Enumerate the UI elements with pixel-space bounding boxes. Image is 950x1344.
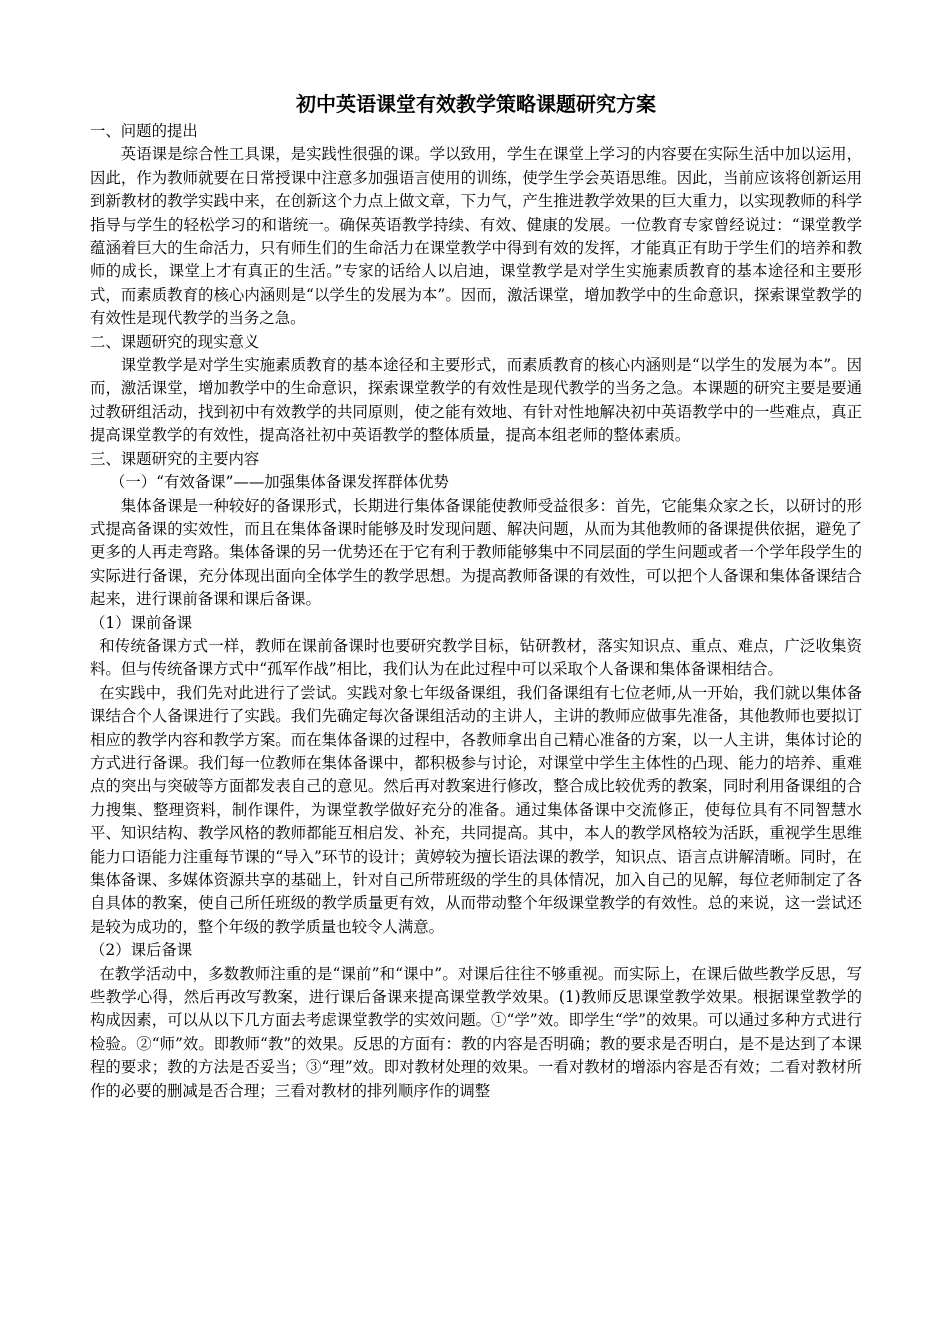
document-page — [90, 92, 862, 1103]
paragraph-3: 集体备课是一种较好的备课形式，长期进行集体备课能使教师受益很多：首先，它能集众家之长，以研讨的形式提高备课的实效性，而且在集体备课时能够及时发现问题、解决问题，从而为其他教师的备课提供依据，避免了更多的人再走弯路。集体备课的另一优势还在于它有利于教师能够集中不同层面的学生问题或者一个学年段学生的实际进行备课，充分体现出面向全体学生的教学思想。为提高教师备课的有效性，可以把个人备课和集体备课结合起来，进行课前备课和课后备课。 — [90, 496, 862, 609]
subsection-heading-1: （一）“有效备课”——加强集体备课发挥群体优势 — [110, 473, 449, 492]
section-heading-3: 三、课题研究的主要内容 — [90, 449, 260, 468]
document-title: 初中英语课堂有效教学策略课题研究方案 — [296, 92, 656, 116]
section-heading-1: 一、问题的提出 — [90, 122, 198, 140]
paragraph-1: 英语课是综合性工具课，是实践性很强的课。学以致用，学生在课堂上学习的内容要在实际生活中加以运用，因此，作为教师就要在日常授课中注意多加强语言使用的训练，使学生学会英语思维。因此，当前应该将创新运用到新教材的教学实践中来，在创新这个力点上做文章，下力气，产生推进教学效果的巨大重力，以实现教师的科学指导与学生的轻松学习的和谐统一。确保英语教学持续、有效、健康的发展。一位教育专家曾经说过：“课堂教学蕴涵着巨大的生命活力，只有师生们的生命活力在课堂教学中得到有效的发挥，才能真正有助于学生们的培养和教师的成长，课堂上才有真正的生活。”专家的话给人以启迪，课堂教学是对学生实施素质教育的基本途径和主要形式，而素质教育的核心内涵则是“以学生的发展为本”。因而，激活课堂，增加教学中的生命意识，探索课堂教学的有效性是现代教学的当务之急。 — [90, 145, 862, 328]
paragraph-4: 和传统备课方式一样，教师在课前备课时也要研究教学目标，钻研教材，落实知识点、重点、难点，广泛收集资料。但与传统备课方式中“孤军作战”相比，我们认为在此过程中可以采取个人备课和集体备课相结合。 — [90, 636, 862, 679]
paragraph-5: 在实践中，我们先对此进行了尝试。实践对象七年级备课组，我们备课组有七位老师,从一开始，我们就以集体备课结合个人备课进行了实践。我们先确定每次备课组活动的主讲人，主讲的教师应做事先准备，其他教师也要拟订相应的教学内容和教学方案。而在集体备课的过程中，各教师拿出自己精心准备的方案，以一人主讲，集体讨论的方式进行备课。我们每一位教师在集体备课中，都积极参与讨论，对课堂中学生主体性的凸现、能力的培养、重难点的突出与突破等方面都发表自己的意见。然后再对教案进行修改，整合成比较优秀的教案，同时利用备课组的合力搜集、整理资料，制作课件，为课堂教学做好充分的准备。通过集体备课中交流修正，使每位具有不同智慧水平、知识结构、教学风格的教师都能互相启发、补充，共同提高。其中，本人的教学风格较为活跃，重视学生思维能力口语能力注重每节课的“导入”环节的设计；黄婷较为擅长语法课的教学，知识点、语言点讲解清晰。同时，在集体备课、多媒体资源共享的基础上，针对自己所带班级的学生的具体情况，加入自己的见解，每位老师制定了各自具体的教案，使自己所任班级的教学质量更有效，从而带动整个年级课堂教学的有效性。总的来说，这一尝试还是较为成功的，整个年级的教学质量也较令人满意。 — [90, 683, 862, 936]
subsection-heading-post-class: （2）课后备课 — [90, 941, 193, 960]
subsection-heading-pre-class: （1）课前备课 — [90, 613, 193, 632]
paragraph-2: 课堂教学是对学生实施素质教育的基本途径和主要形式，而素质教育的核心内涵则是“以学生的发展为本”。因而，激活课堂，增加教学中的生命意识，探索课堂教学的有效性是现代教学的当务之急。本课题的研究主要是要通过教研组活动，找到初中有效教学的共同原则，使之能有效地、有针对性地解决初中英语教学中的一些难点，真正提高课堂教学的有效性，提高洛社初中英语教学的整体质量，提高本组老师的整体素质。 — [90, 356, 862, 445]
paragraph-6: 在教学活动中，多数教师注重的是“课前”和“课中”。对课后往往不够重视。而实际上，在课后做些教学反思，写些教学心得，然后再改写教案，进行课后备课来提高课堂教学效果。(1)教师反思课堂教学效果。根据课堂教学的构成因素，可以从以下几方面去考虑课堂教学的实效问题。①“学”效。即学生“学”的效果。可以通过多种方式进行检验。②“师”效。即教师“教”的效果。反思的方面有：教的内容是否明确；教的要求是否明白，是不是达到了本课程的要求；教的方法是否妥当；③“理”效。即对教材处理的效果。一看对教材的增添内容是否有效；二看对教材所作的必要的删减是否合理；三看对教材的排列顺序作的调整 — [90, 964, 862, 1100]
section-heading-2: 二、课题研究的现实意义 — [90, 332, 260, 351]
